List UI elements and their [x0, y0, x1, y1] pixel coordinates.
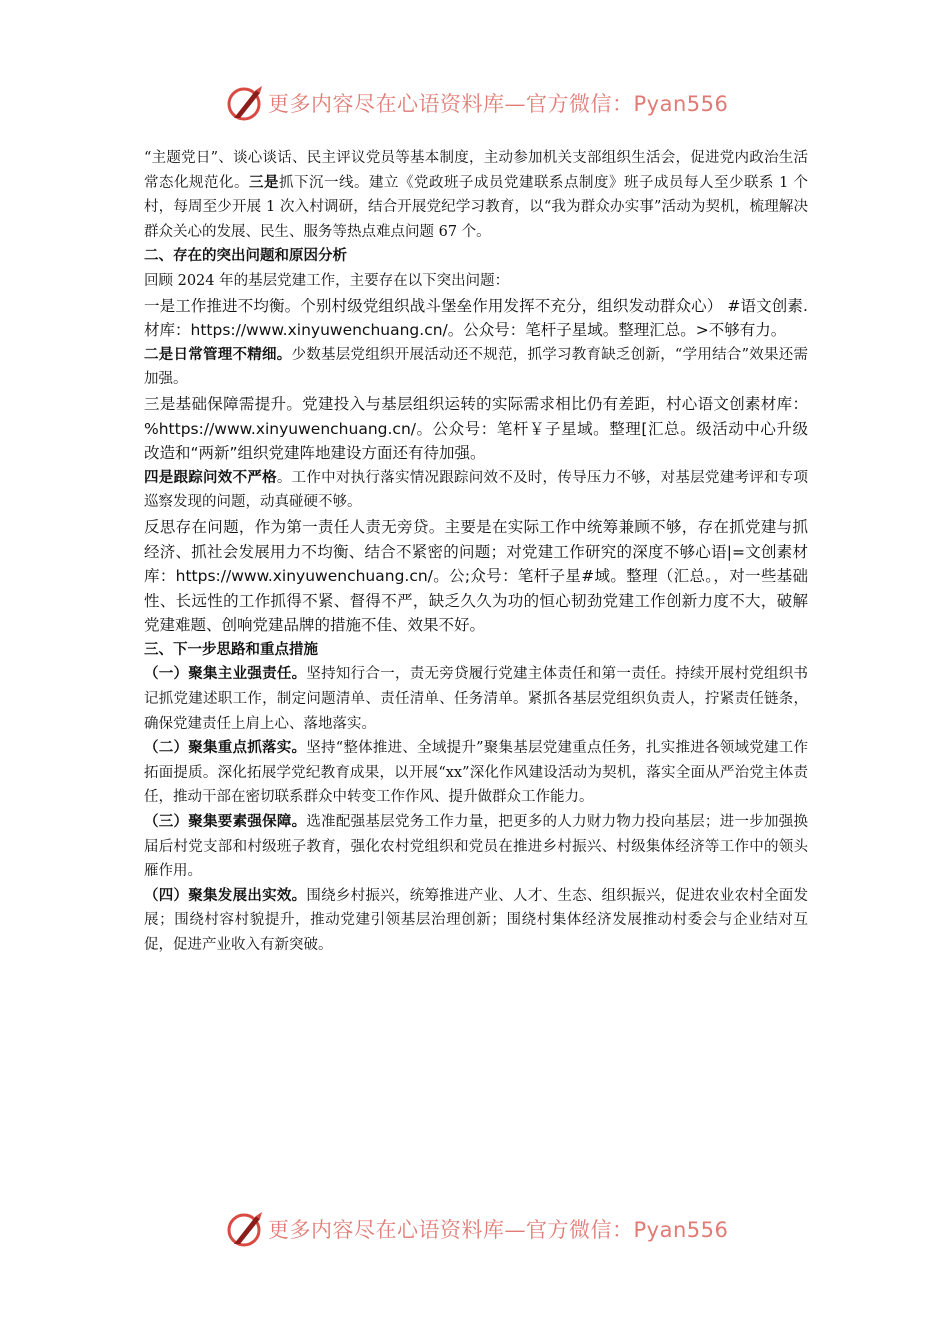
- banner-text-cn: 更多内容尽在心语资料库—官方微信：: [268, 92, 634, 116]
- paragraph-10: （三）聚集要素强保障。选准配强基层党务工作力量，把更多的人力财力物力投向基层；进一步加强换届后村党支部和村级班子教育，强化农村党组织和党员在推进乡村振兴、村级集体经济等工作中的领头雁作用。: [144, 814, 808, 880]
- paragraph-4: 二是日常管理不精细。少数基层党组织开展活动还不规范，抓学习教育缺乏创新，“学用结合”效果还需加强。: [144, 346, 808, 388]
- paragraph-9: （二）聚集重点抓落实。坚持“整体推进、全域提升”聚集基层党建重点任务，扎实推进各领域党建工作拓面提质。深化拓展学党纪教育成果，以开展“xx”深化作风建设活动为契机，落实全面从严治党主体责任，推动干部在密切联系群众中转变工作作风、提升做群众工作能力。: [144, 740, 808, 806]
- paragraph-6: 四是跟踪问效不严格。工作中对执行落实情况跟踪问效不及时，传导压力不够，对基层党建考评和专项巡察发现的问题，动真碰硬不够。: [144, 469, 809, 511]
- quill-pen-logo-icon: [226, 84, 266, 124]
- banner-text-cn: 更多内容尽在心语资料库—官方微信：: [268, 1218, 634, 1242]
- section-heading-2: 二、存在的突出问题和原因分析: [144, 248, 347, 265]
- banner-wechat-id: Pyan556: [633, 92, 729, 116]
- banner-text: [268, 1214, 728, 1244]
- quill-pen-logo-icon: [226, 1210, 266, 1250]
- paragraph-11: （四）聚集发展出实效。围绕乡村振兴，统筹推进产业、人才、生态、组织振兴，促进农业农村全面发展；围绕村容村貌提升，推动党建引领基层治理创新；围绕村集体经济发展推动村委会与企业结对互促，促进产业收入有新突破。: [144, 887, 808, 953]
- header-banner: [0, 82, 950, 126]
- document-body: [144, 146, 808, 958]
- paragraph-8: （一）聚集主业强责任。坚持知行合一，责无旁贷履行党建主体责任和第一责任。持续开展村党组织书记抓党建述职工作，制定问题清单、责任清单、任务清单。紧抓各基层党组织负责人，拧紧责任链条，确保党建责任上肩上心、落地落实。: [144, 666, 808, 732]
- paragraph-3: 一是工作推进不均衡。个别村级党组织战斗堡垒作用发挥不充分，组织发动群众心） #语文创素.材库：https://www.xinyuwenchuang.cn/。公众号：笔杆子星域。整理汇总。>不够有力。: [144, 296, 808, 340]
- banner-text: [268, 88, 728, 118]
- section-heading-3: 三、下一步思路和重点措施: [144, 641, 318, 658]
- paragraph-1: “主题党日”、谈心谈话、民主评议党员等基本制度，主动参加机关支部组织生活会，促进党内政治生活常态化规范化。三是抓下沉一线。建立《党政班子成员党建联系点制度》班子成员每人至少联系 1 个村，每周至少开展 1 次入村调研，结合开展党纪学习教育，以“我为群众办实事”活动为契机，梳理解决群众关心的发展、民生、服务等热点难点问题 67 个。: [144, 150, 809, 240]
- footer-banner: [0, 1208, 950, 1252]
- banner-wechat-id: Pyan556: [633, 1218, 729, 1242]
- paragraph-2: 回顾 2024 年的基层党建工作，主要存在以下突出问题：: [144, 272, 510, 289]
- paragraph-5: 三是基础保障需提升。党建投入与基层组织运转的实际需求相比仍有差距，村心语文创素材库：%https://www.xinyuwenchuang.cn/。公众号：笔杆￥子星域。整理[汇总。级活动中心升级改造和“两新”组织党建阵地建设方面还有待加强。: [144, 394, 808, 463]
- paragraph-7: 反思存在问题，作为第一责任人责无旁贷。主要是在实际工作中统筹兼顾不够，存在抓党建与抓经济、抓社会发展用力不均衡、结合不紧密的问题；对党建工作研究的深度不够心语|=文创素材库：https://www.xinyuwenchuang.cn/。公;众号：笔杆子星#域。整理（汇总。，对一些基础性、长远性的工作抓得不紧、督得不严，缺乏久久为功的恒心韧劲党建工作创新力度不大，破解党建难题、创响党建品牌的措施不佳、效果不好。: [144, 517, 808, 635]
